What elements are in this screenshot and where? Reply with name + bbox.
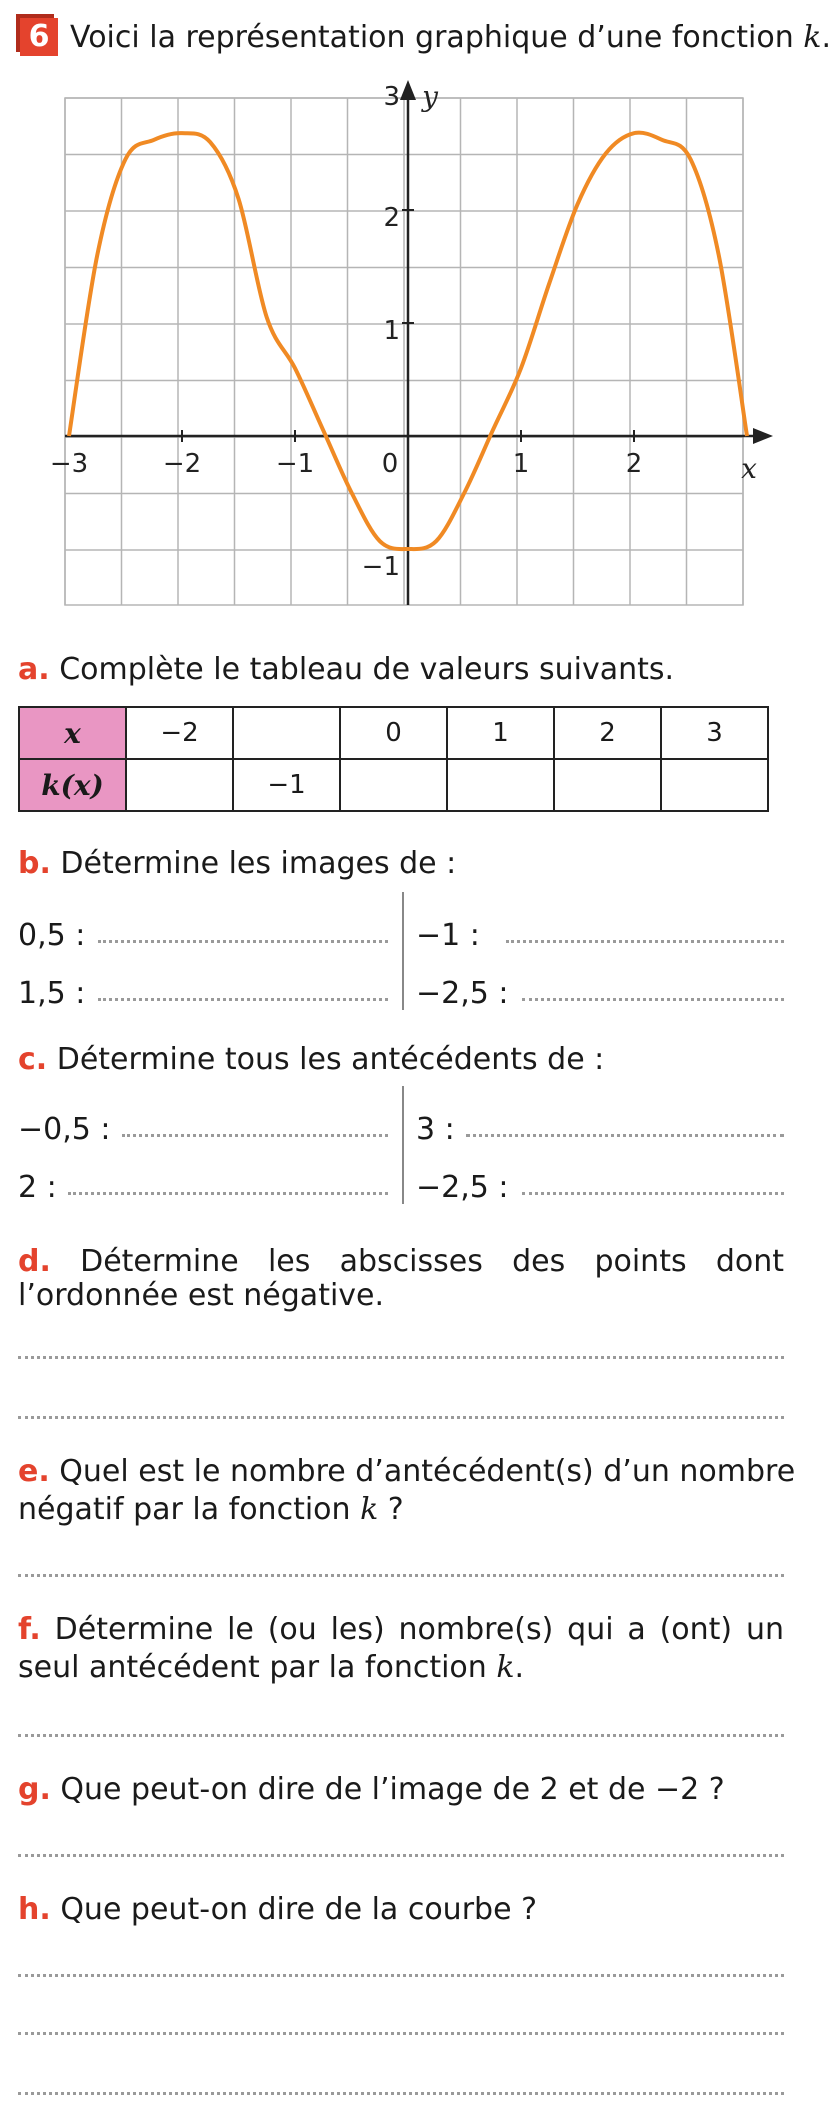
values-table xyxy=(18,706,769,812)
part-c-item-1: −0,5 : xyxy=(18,1112,111,1147)
part-a-heading xyxy=(18,650,674,690)
answer-line[interactable] xyxy=(522,1192,784,1195)
table-cell[interactable]: −2 xyxy=(126,707,233,759)
table-cell[interactable] xyxy=(447,759,554,811)
answer-line[interactable] xyxy=(18,2092,784,2095)
function-name: k xyxy=(803,20,822,55)
answer-line[interactable] xyxy=(18,1974,784,1977)
function-name: k xyxy=(360,1492,379,1527)
part-f-letter: f. xyxy=(18,1612,41,1647)
part-f-text-2: seul antécédent par la fonction xyxy=(18,1650,497,1685)
part-a-text: Complète le tableau de valeurs suivants. xyxy=(59,652,675,687)
part-g-letter: g. xyxy=(18,1772,51,1807)
part-c-item-2: 3 : xyxy=(416,1112,455,1147)
answer-line[interactable] xyxy=(522,998,784,1001)
x-tick-label: −3 xyxy=(49,449,89,479)
column-separator xyxy=(402,1086,404,1204)
part-e-text-1: Quel est le nombre d’antécédent(s) d’un nombre xyxy=(59,1454,796,1489)
part-d-letter: d. xyxy=(18,1244,51,1279)
y-tick-label: −1 xyxy=(361,552,400,582)
part-g-text: Que peut-on dire de l’image de 2 et de −2 ? xyxy=(60,1772,725,1807)
table-header-x: x xyxy=(19,707,126,759)
y-tick-label: 2 xyxy=(383,203,400,233)
part-e-letter: e. xyxy=(18,1454,50,1489)
table-cell[interactable] xyxy=(233,707,340,759)
function-graph xyxy=(0,80,803,620)
x-tick-label: −2 xyxy=(162,449,202,479)
answer-line[interactable] xyxy=(506,940,784,943)
answer-line[interactable] xyxy=(466,1134,784,1137)
part-b-heading xyxy=(18,844,456,884)
table-header-kx: k(x) xyxy=(19,759,126,811)
exercise-intro xyxy=(70,18,831,58)
intro-text: Voici la représentation graphique d’une fonction xyxy=(70,20,804,55)
x-axis-label: x xyxy=(741,452,757,485)
y-axis-arrow xyxy=(400,80,416,100)
table-cell[interactable] xyxy=(126,759,233,811)
part-h-heading xyxy=(18,1890,537,1930)
table-cell[interactable]: 2 xyxy=(554,707,661,759)
part-c-item-3: 2 : xyxy=(18,1170,57,1205)
part-e-text-2: négatif par la fonction xyxy=(18,1492,361,1527)
y-axis-label: y xyxy=(422,80,438,113)
part-h-letter: h. xyxy=(18,1892,51,1927)
answer-line[interactable] xyxy=(98,940,388,943)
part-e-line-2 xyxy=(18,1490,404,1530)
answer-line[interactable] xyxy=(18,1574,784,1577)
answer-line[interactable] xyxy=(18,1854,784,1857)
part-d-line-2: l’ordonnée est négative. xyxy=(18,1278,385,1313)
part-b-letter: b. xyxy=(18,846,51,881)
part-c-heading xyxy=(18,1040,604,1080)
part-c-letter: c. xyxy=(18,1042,48,1077)
part-c-text: Détermine tous les antécédents de : xyxy=(56,1042,605,1077)
answer-line[interactable] xyxy=(122,1134,388,1137)
x-axis-arrow xyxy=(753,428,773,444)
part-b-item-1: 0,5 : xyxy=(18,918,86,953)
part-f-line-1 xyxy=(18,1610,784,1650)
table-cell[interactable] xyxy=(340,759,447,811)
table-cell[interactable] xyxy=(554,759,661,811)
part-d-text-1: Détermine les abscisses des points dont xyxy=(80,1244,784,1279)
y-tick-label: 3 xyxy=(383,82,400,112)
column-separator xyxy=(402,892,404,1010)
function-name: k xyxy=(496,1650,515,1685)
answer-line[interactable] xyxy=(18,1734,784,1737)
answer-line[interactable] xyxy=(18,2032,784,2035)
part-b-text: Détermine les images de : xyxy=(60,846,457,881)
x-tick-label: 1 xyxy=(512,449,530,479)
table-cell[interactable]: −1 xyxy=(233,759,340,811)
answer-line[interactable] xyxy=(18,1356,784,1359)
part-e-text-3: ? xyxy=(378,1492,404,1527)
part-f-text-1: Détermine le (ou les) nombre(s) qui a (ont) un xyxy=(54,1612,784,1647)
x-tick-label: 0 xyxy=(381,449,399,479)
y-tick-label: 1 xyxy=(383,316,400,346)
table-cell[interactable] xyxy=(661,759,768,811)
table-cell[interactable]: 0 xyxy=(340,707,447,759)
part-b-item-4: −2,5 : xyxy=(416,976,509,1011)
x-tick-label: −1 xyxy=(275,449,315,479)
table-cell[interactable]: 3 xyxy=(661,707,768,759)
answer-line[interactable] xyxy=(18,1416,784,1419)
table-cell[interactable]: 1 xyxy=(447,707,554,759)
part-f-line-2 xyxy=(18,1648,524,1688)
intro-end: . xyxy=(821,20,831,55)
part-c-item-4: −2,5 : xyxy=(416,1170,509,1205)
part-h-text: Que peut-on dire de la courbe ? xyxy=(60,1892,537,1927)
table-row xyxy=(19,707,768,759)
x-tick-label: 2 xyxy=(625,449,643,479)
part-e-line-1 xyxy=(18,1452,796,1492)
part-a-letter: a. xyxy=(18,652,50,687)
answer-line[interactable] xyxy=(98,998,388,1001)
part-b-item-3: 1,5 : xyxy=(18,976,86,1011)
part-b-item-2: −1 : xyxy=(416,918,480,953)
part-g-heading xyxy=(18,1770,725,1810)
part-f-text-3: . xyxy=(514,1650,525,1685)
answer-line[interactable] xyxy=(68,1192,388,1195)
table-row xyxy=(19,759,768,811)
exercise-number-badge: 6 xyxy=(20,18,58,56)
